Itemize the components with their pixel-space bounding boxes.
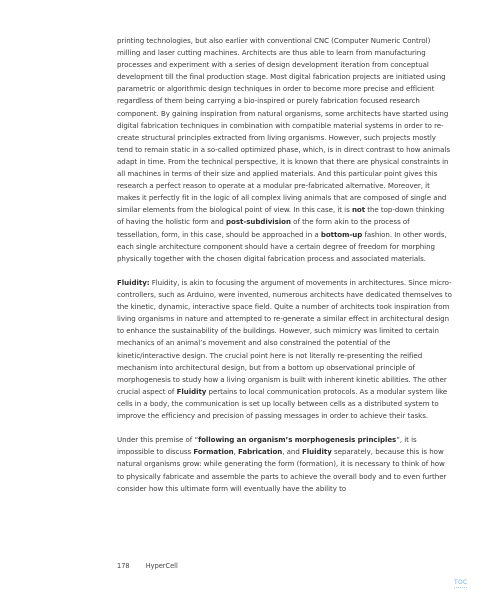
text-run: printing technologies, but also earlier with conventional CNC (Computer Numeric Control) milling and laser cutting machines. Architects are thus able to learn from manufacturing processes and experiment with a series of design development iteration from conceptual development till the final production stage. Most digital fabrication projects are initiated using parametric or algorithmic design techniques in order to become more precise and efficient regardless of them being carrying a bio-inspired or purely fabrication focused research component. By gaining inspiration from natural organisms, some architects have started using digital fabrication techniques in combination with compatible material systems in order to re-create structural principles extracted from living organisms. However, such projects mostly tend to remain static in a so-called optimized phase, which, is in direct contrast to how animals adapt in time. From the technical perspective, it is known that there are physical constraints in all machines in terms of their size and applied materials. And this particular point gives this research a perfect reason to operate at a modular pre-fabricated alternative. Moreover, it makes it perfectly fit in the logic of all complex living animals that are composed of single and similar elements from the biological point of view. In this case, it is (117, 36, 450, 215)
bold-term: Formation (193, 447, 234, 457)
text-run: Under this premise of “ (117, 435, 199, 445)
bold-term: Fabrication (238, 447, 283, 457)
text-run: of the form akin to the process of tessellation, form, in this case, should be approached in a (117, 217, 410, 239)
bold-term: Fluidity: (117, 277, 150, 287)
text-run: pertains to local communication protocols. As a modular system like cells in a body, the communication is set up locally between cells as a distributed system to improve the efficiency and precision of passing messages in order to achieve their tasks. (117, 386, 448, 420)
toc-link[interactable]: TOC (454, 579, 468, 586)
bold-term: bottom-up (320, 229, 363, 239)
text-run: separately, because this is how natural organisms grow: while generating the form (formation), it is necessary to think of how to physically fabricate and assemble the parts to achieve the overall body and to even further consider how this ultimate form will eventually have the ability to (117, 447, 447, 493)
bold-term: following an organism’s morphogenesis principles (198, 435, 397, 445)
paragraph-fabrication (117, 35, 453, 265)
paragraph-morphogenesis-premise (117, 434, 453, 494)
page-number: 178 (117, 562, 130, 570)
bold-term: Fluidity (176, 386, 207, 396)
paragraph-fluidity (117, 277, 453, 422)
bold-term: not (351, 205, 366, 215)
text-run: ”, it is impossible to discuss (117, 435, 417, 457)
bold-term: post-subdivision (226, 217, 291, 227)
text-run: the top-down thinking of having the holistic form and (117, 205, 445, 227)
text-run: , and (282, 447, 302, 457)
bold-term: Fluidity (302, 447, 332, 457)
text-run: Fluidity, is akin to focusing the argument of movements in architectures. Since micro-controllers, such as Arduino, were invented, numerous architects have dedicated themselves to the kinetic, dynamic, interactive space field. Quite a number of architects took inspiration from living organisms in nature and attempted to re-generate a similar effect in architectural design to enhance the sustainability of the buildings. However, such mimicry was limited to certain mechanics of an animal’s movement and also constrained the potential of the kinetic/interactive design. The crucial point here is not literally re-presenting the reified mechanism into architectural design, but from a bottom up observational principle of morphogenesis to study how a living organism is built with inherent kinetic abilities. The other crucial aspect of (117, 277, 452, 396)
body-text (117, 35, 453, 495)
running-title: HyperCell (145, 562, 178, 570)
text-run: fashion. In other words, each single architecture component should have a certain degree of freedom for morphing physically together with the chosen digital fabrication process and associated materials. (117, 229, 447, 263)
page-footer (117, 562, 178, 570)
text-run: , (233, 447, 239, 457)
